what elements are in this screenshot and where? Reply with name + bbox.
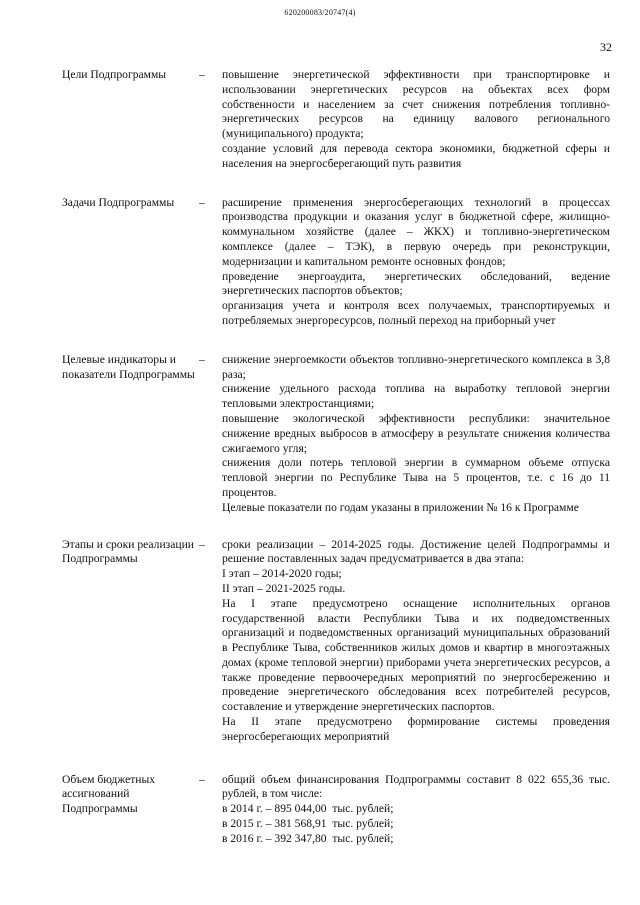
document-id: 620200083/20747(4): [284, 8, 356, 17]
section-goals: [0, 68, 640, 172]
section-label: Этапы и сроки реализации Подпрограммы: [62, 537, 194, 566]
paragraph: общий объем финансирования Подпрограммы составит 8 022 655,36 тыс. рублей, в том числе:: [222, 772, 610, 801]
paragraph: снижение удельного расхода топлива на выработку тепловой энергии тепловыми электростанциями;: [222, 382, 610, 411]
section-content: [222, 68, 610, 172]
page-number: 32: [600, 40, 612, 54]
section-stages: [0, 538, 640, 745]
paragraph: II этап – 2021-2025 годы.: [222, 581, 346, 595]
paragraph: сроки реализации – 2014-2025 годы. Достижение целей Подпрограммы и решение поставленных задач предусматривается в два этапа:: [222, 537, 610, 566]
paragraph: I этап – 2014-2020 годы;: [222, 567, 342, 581]
financing-year-line: в 2015 г. – 381 568,91 тыс. рублей;: [222, 817, 394, 831]
section-label: Целевые индикаторы и показатели Подпрограммы: [62, 352, 195, 381]
section-content: [222, 773, 610, 847]
paragraph: На II этапе предусмотрено формирование системы проведения энергосберегающих мероприятий: [222, 715, 610, 743]
dash-separator: –: [199, 537, 205, 551]
dash-separator: –: [199, 352, 205, 366]
paragraph: проведение энергоаудита, энергетических обследований, ведение энергетических паспортов объектов;: [222, 269, 610, 298]
section-content: [222, 353, 610, 516]
paragraph: организация учета и контроля всех получаемых, транспортируемых и потребляемых энергоресурсов, полный переход на приборный учет: [222, 299, 610, 327]
financing-year-line: в 2014 г. – 895 044,00 тыс. рублей;: [222, 802, 394, 816]
paragraph: создание условий для перевода сектора экономики, бюджетной сферы и населения на энергосберегающий путь развития: [222, 141, 610, 170]
paragraph: снижение энергоемкости объектов топливно-энергетического комплекса в 3,8 раза;: [222, 352, 610, 381]
section-content: [222, 538, 610, 745]
financing-year-line: в 2016 г. – 392 347,80 тыс. рублей;: [222, 831, 394, 845]
paragraph: расширение применения энергосберегающих технологий в процессах производства продукции и оказания услуг в бюджетной сфере, жилищно-коммунальном хозяйстве (далее – ЖКХ) и топливно-энергетическом комплексе (далее – ТЭК), в первую очередь при реконструкции, модернизации и капитальном ремонте основных фондов;: [222, 195, 610, 268]
paragraph: повышение экологической эффективности республики: значительное снижение вредных выбросов в атмосферу в результате снижения количества сжигаемого угля;: [222, 411, 610, 455]
dash-separator: –: [199, 195, 205, 209]
section-label: Задачи Подпрограммы: [62, 195, 175, 209]
dash-separator: –: [199, 68, 205, 81]
section-content: [222, 196, 610, 329]
dash-separator: –: [199, 772, 205, 786]
paragraph: снижения доли потерь тепловой энергии в суммарном объеме отпуска тепловой энергии по Республике Тыва на 5 процентов, т.е. с 16 до 11 процентов.: [222, 456, 610, 499]
section-label: Цели Подпрограммы: [62, 68, 167, 81]
section-label: Объем бюджетных ассигнований Подпрограммы: [62, 772, 156, 816]
section-tasks: [0, 196, 640, 329]
paragraph: повышение энергетической эффективности при транспортировке и использовании энергетических ресурсов на объектах всех форм собственности и населением за счет снижения потребления топливно-энергетических ресурсов на единицу валового регионального (муниципального) продукта;: [222, 68, 610, 141]
paragraph: На I этапе предусмотрено оснащение исполнительных органов государственной власти Республики Тыва и их подведомственных организаций и подведомственных организаций муниципальных образований в Республике Тыва, собственников жилых домов и квартир в многоэтажных домах (кроме тепловой энергии) приборами учета энергетических ресурсов, а также проведение первоочередных мероприятий по энергосбережению и проведение энергетического обследования всех потребителей ресурсов, составление и утверждение энергетических паспортов.: [222, 596, 610, 714]
section-indicators: [0, 353, 640, 516]
paragraph: Целевые показатели по годам указаны в приложении № 16 к Программе: [222, 500, 579, 514]
section-budget: [0, 773, 640, 847]
passport-table: [0, 68, 640, 847]
